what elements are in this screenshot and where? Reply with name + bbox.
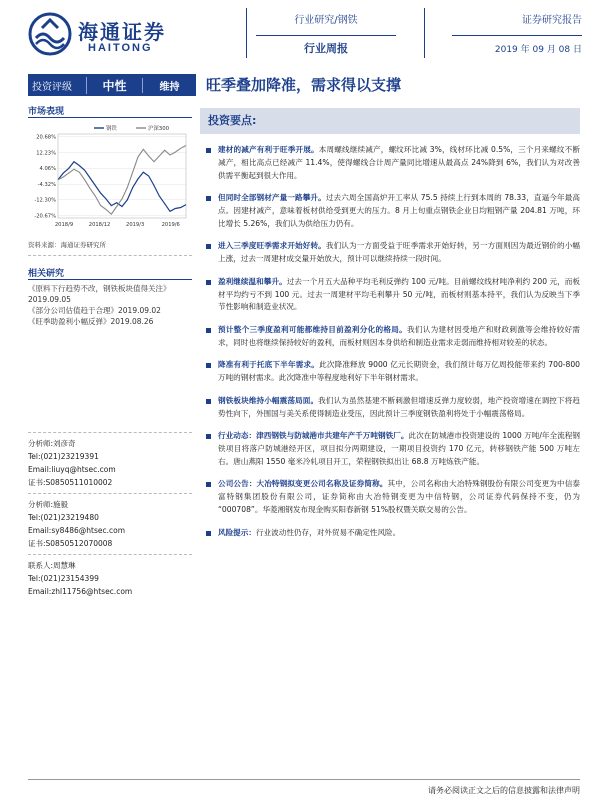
key-point <box>200 276 580 314</box>
x-tick-label: 2018/9 <box>54 222 74 228</box>
rating-label: 投资评级 <box>32 81 72 93</box>
header-meta-block <box>452 14 582 55</box>
key-point-lead: 预计整个三季度盈利可能都维持目前盈利分化的格局。 <box>218 324 408 334</box>
footer-divider <box>28 779 580 780</box>
analyst-email[interactable]: Email:sy8486@htsec.com <box>28 526 126 535</box>
related-research-item[interactable]: 《部分公司估值趋于合理》2019.09.02 <box>28 306 161 315</box>
legend-label: 钢铁 <box>106 126 117 132</box>
rating-value: 中性 <box>86 77 142 94</box>
key-point-text: 过去六周全国高炉开工率从 75.5 持续上行到本周的 78.33，直逼今年最高点。因建材减产，意味着板材供给受到更大的压力。8 月上旬重点钢铁企业日均粗钢产量 204.81 万吨，环比增长 5.26%，我们认为供给压力仍有。 <box>218 193 580 228</box>
contact-block <box>28 554 192 598</box>
rating-title-bar <box>28 74 580 96</box>
y-tick-label: -12.30% <box>34 197 56 204</box>
analyst-name: 联系人:周慧琳 <box>28 561 76 570</box>
key-point-lead: 行业动态：津西钢铁与防城港市共建年产千万吨钢铁厂。 <box>218 431 409 441</box>
square-bullet-icon <box>206 280 211 285</box>
key-point <box>200 240 580 266</box>
header-divider <box>424 8 425 58</box>
analyst-email[interactable]: Email:liuyq@htsec.com <box>28 465 116 474</box>
square-bullet-icon <box>206 244 211 249</box>
key-point <box>200 527 580 540</box>
analyst-cert: 证书:S0850511010002 <box>28 478 113 487</box>
square-bullet-icon <box>206 399 211 404</box>
y-tick-label: 12.23% <box>36 150 56 157</box>
x-tick-label: 2018/12 <box>88 222 111 228</box>
key-point-lead: 钢铁板块维持小幅震荡局面。 <box>218 395 319 405</box>
report-title: 旺季叠加降准，需求得以支撑 <box>206 76 402 94</box>
left-sidebar <box>28 104 192 327</box>
related-research-list <box>28 283 192 327</box>
key-point <box>200 478 580 516</box>
report-header <box>0 0 600 66</box>
analyst-email[interactable]: Email:zhl11756@htsec.com <box>28 587 133 596</box>
key-point-text: 我们认为虽然基建不断刺激但增速反弹力度较弱，地产投资增速在调控下将趋势性向下，外围国与美关系使得制造业受压，因此预计三季度钢铁盈利将处于小幅震荡格局。 <box>218 395 581 418</box>
analyst-contacts <box>28 432 192 602</box>
related-research-item[interactable]: 《旺季助盈利小幅反弹》2019.08.26 <box>28 317 154 326</box>
key-point-text: 此次在防城港市投资建设的 1000 万吨/年全流程钢铁项目将落户防城港经开区，项目拟分两期建设，一期项目投资约 170 亿元，转移钢铁产能 500 万吨左右。唐山燕阳 1550 毫米冷轧项目开工，荣程钢铁拟出让 68.8 万吨炼铁产能。 <box>218 431 581 466</box>
rating-change: 维持 <box>142 78 196 93</box>
key-point-text: 此次降准释放 9000 亿元长期资金，我们预计每万亿周投能带来约 700-800 万吨的钢材需求。此次降准中等程度地利好下半年钢材需求。 <box>218 360 581 383</box>
key-points-list <box>200 144 580 539</box>
square-bullet-icon <box>206 482 211 487</box>
series-line <box>58 146 186 215</box>
header-divider <box>246 8 247 58</box>
logo-english-name: HAITONG <box>88 42 153 54</box>
market-chart-svg <box>28 122 192 234</box>
key-point-text: 我们认为一方面受益于旺季需求开始好转，另一方面则因为最近钢价的小幅上涨，过去一周建材成交量开始放大，预计可以继续持续一段时间。 <box>218 241 581 264</box>
chart-source: 资料来源：海通证券研究所 <box>28 240 192 256</box>
market-performance-heading: 市场表现 <box>28 104 192 118</box>
header-category-block <box>256 14 396 56</box>
key-point-text: 本周螺线继续减产，螺纹环比减 3%，线材环比减 0.5%，三个月来螺纹不断减产，相比高点已经减产 11.4%，使得螺线合计周产量同比增速从最高点 24%降到 6%，我们认为对改善供需平衡起到很大作用。 <box>218 145 581 180</box>
key-points-heading: 投资要点: <box>200 108 580 134</box>
key-point-text: 行业波动性仍存，对外贸易不确定性风险。 <box>255 527 401 537</box>
report-subtitle: 行业周报 <box>304 42 348 55</box>
analyst-tel: Tel:(021)23219480 <box>28 513 99 522</box>
report-date: 2019 年 09 月 08 日 <box>494 45 582 55</box>
square-bullet-icon <box>206 531 211 536</box>
market-performance-chart <box>28 122 192 234</box>
report-type: 证券研究报告 <box>452 14 582 36</box>
key-point <box>200 430 580 468</box>
square-bullet-icon <box>206 363 211 368</box>
key-point-text: 我们认为建材因受地产和财政刺激等会维持较好需求，同时也将继续保持较好的盈利，而板材则因本身供给和制造业需求走弱而维持相对较差的状态。 <box>218 324 580 347</box>
analyst-tel: Tel:(021)23219391 <box>28 452 99 461</box>
square-bullet-icon <box>206 328 211 333</box>
logo-chinese-name: 海通证券 <box>78 20 166 44</box>
series-line <box>58 162 186 212</box>
report-category: 行业研究/钢铁 <box>256 14 396 36</box>
analyst-name: 分析师:刘彦奇 <box>28 439 76 448</box>
investment-rating <box>28 74 196 96</box>
key-point-text: 过去一个月五大品种平均毛利反弹约 100 元/吨。目前螺纹线材吨净利约 200 元，而板材平均约亏不到 100 元。过去一周建材平均毛利攀升 50 元/吨，而板材则基本持平，我们认为反映当下季节性影响和制造业状况。 <box>218 276 581 312</box>
haitong-logo-icon <box>28 12 72 56</box>
key-point-lead: 建材的减产有利于旺季开展。 <box>218 145 319 154</box>
y-tick-label: -4.32% <box>37 182 56 189</box>
square-bullet-icon <box>206 196 211 201</box>
company-logo <box>28 12 188 60</box>
key-point <box>200 395 580 421</box>
y-tick-label: 4.06% <box>39 166 56 173</box>
analyst-cert: 证书:S0850512070008 <box>28 539 113 548</box>
square-bullet-icon <box>206 148 211 153</box>
analyst-tel: Tel:(021)23154399 <box>28 574 99 583</box>
key-point-lead: 盈利继续温和攀升。 <box>218 276 287 286</box>
key-point <box>200 144 580 182</box>
square-bullet-icon <box>206 434 211 439</box>
y-tick-label: -20.67% <box>34 213 56 220</box>
key-point <box>200 192 580 230</box>
plot-frame <box>58 134 186 218</box>
key-point <box>200 359 580 385</box>
key-point-lead: 降准有利于托底下半年需求。 <box>218 360 320 370</box>
contact-block <box>28 493 192 550</box>
key-point-lead: 公司公告：大冶特钢拟变更公司名称及证券简称。 <box>218 479 388 489</box>
x-tick-label: 2019/3 <box>126 222 145 228</box>
disclaimer-footer: 请务必阅读正文之后的信息披露和法律声明 <box>428 786 580 795</box>
contact-block <box>28 432 192 489</box>
y-tick-label: 20.68% <box>36 134 56 141</box>
key-point-lead: 进入三季度旺季需求开始好转。 <box>218 241 326 251</box>
key-point-lead: 风险提示： <box>218 527 256 537</box>
key-point <box>200 324 580 350</box>
related-research-heading: 相关研究 <box>28 266 192 280</box>
analyst-name: 分析师:施毅 <box>28 500 69 509</box>
x-tick-label: 2019/6 <box>161 222 180 228</box>
key-point-text: 其中，公司名称由大冶特殊钢股份有限公司变更为中信泰富特钢集团股份有限公司，证券简称由大冶特钢变更为中信特钢，公司证券代码保持不变，仍为 “000708”。华菱湘钢发布现金购买阳春新钢 51%股权暨关联交易的公告。 <box>218 479 580 514</box>
related-research-item[interactable]: 《原料下行趋势不改，钢铁板块值得关注》2019.09.05 <box>28 284 171 304</box>
key-point-lead: 但同时全部钢材产量一路攀升。 <box>218 193 326 203</box>
legend-label: 沪深300 <box>148 126 170 132</box>
main-content <box>200 108 580 549</box>
